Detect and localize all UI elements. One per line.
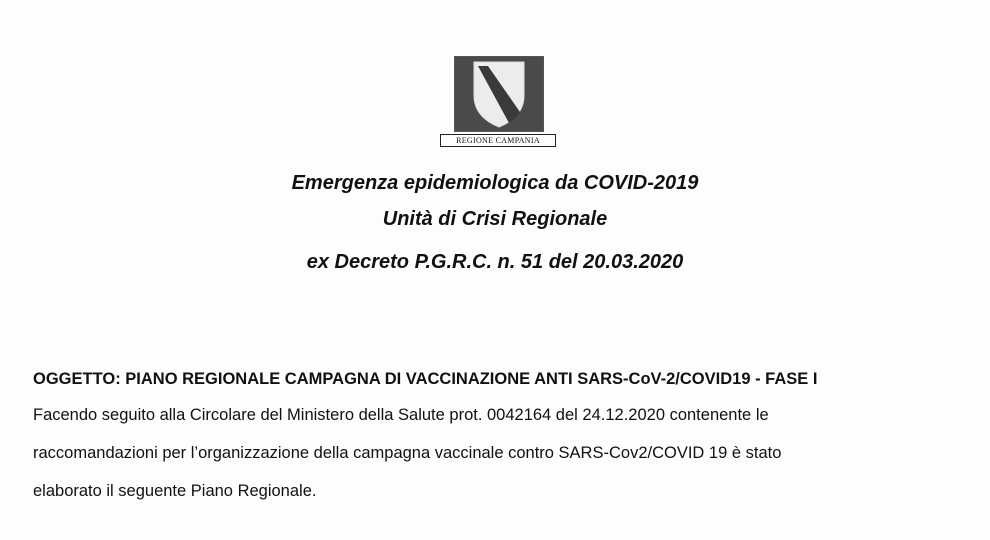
campania-shield-icon: [454, 56, 544, 132]
heading-emergency: Emergenza epidemiologica da COVID-2019: [291, 172, 699, 194]
paragraph-line: Facendo seguito alla Circolare del Ministero della Salute prot. 0042164 del 24.12.2020 contenente le: [33, 406, 769, 424]
subject-line: OGGETTO: PIANO REGIONALE CAMPAGNA DI VACCINAZIONE ANTI SARS-CoV-2/COVID19 - FASE I: [33, 370, 818, 388]
heading-decree: ex Decreto P.G.R.C. n. 51 del 20.03.2020: [306, 251, 684, 273]
heading-crisis-unit: Unità di Crisi Regionale: [382, 208, 608, 230]
paragraph-line: elaborato il seguente Piano Regionale.: [33, 482, 317, 500]
document-body: [33, 368, 973, 502]
paragraph-line: raccomandazioni per l’organizzazione della campagna vaccinale contro SARS-Cov2/COVID 19 è stato: [33, 444, 782, 462]
logo-label: REGIONE CAMPANIA: [440, 134, 556, 147]
regione-campania-logo: [440, 56, 556, 148]
